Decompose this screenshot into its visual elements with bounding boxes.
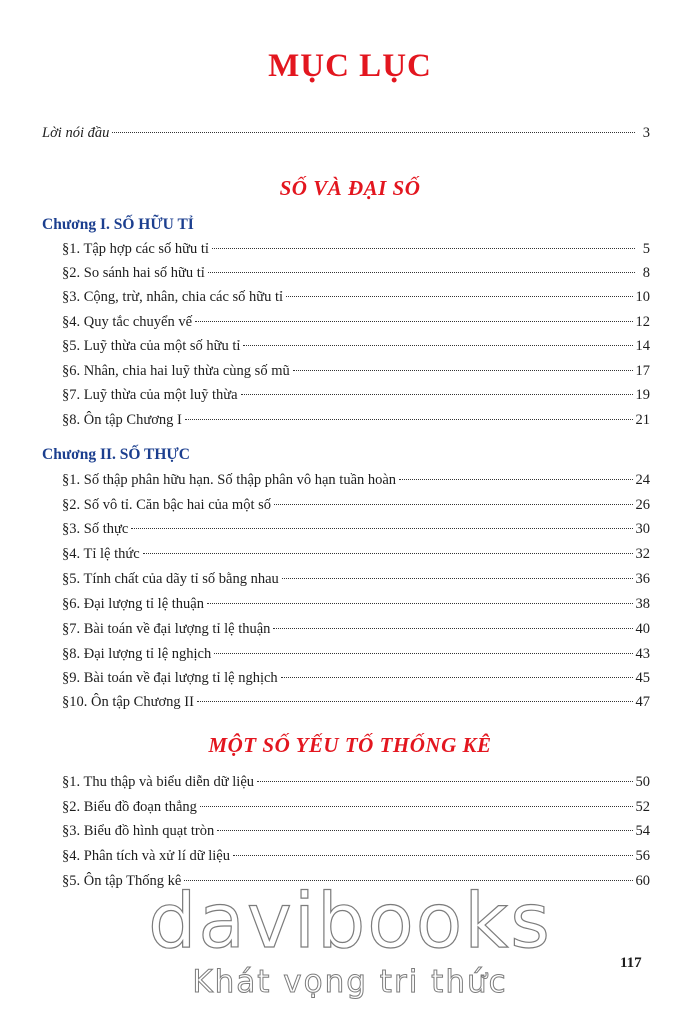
- toc-label: §3. Biểu đồ hình quạt tròn: [62, 823, 215, 839]
- toc-label: §3. Cộng, trừ, nhân, chia các số hữu tỉ: [62, 289, 284, 305]
- toc-row[interactable]: [62, 385, 650, 405]
- dot-leader: [281, 677, 633, 678]
- toc-label: §8. Đại lượng tỉ lệ nghịch: [62, 646, 212, 662]
- toc-row[interactable]: [62, 644, 650, 664]
- toc-label: Lời nói đầu: [42, 125, 110, 141]
- toc-page-number: 43: [635, 646, 650, 662]
- toc-page-number: 21: [635, 412, 650, 428]
- dot-leader: [293, 370, 633, 371]
- page-number: 117: [620, 955, 642, 971]
- toc-label: §10. Ôn tập Chương II: [62, 694, 194, 710]
- toc-label: §4. Quy tắc chuyển vế: [62, 314, 193, 330]
- toc-row[interactable]: [62, 668, 650, 688]
- toc-label: §2. Biểu đồ đoạn thẳng: [62, 799, 197, 815]
- toc-row[interactable]: [62, 772, 650, 792]
- toc-row[interactable]: [62, 594, 650, 614]
- toc-row[interactable]: [62, 263, 650, 283]
- dot-leader: [257, 781, 632, 782]
- toc-page-number: 60: [635, 873, 650, 889]
- toc-label: §5. Luỹ thừa của một số hữu tỉ: [62, 338, 241, 354]
- toc-label: §7. Bài toán về đại lượng tỉ lệ thuận: [62, 621, 271, 637]
- watermark-brand: davibooks: [148, 876, 552, 965]
- toc-row[interactable]: [62, 312, 650, 332]
- toc-label: §5. Ôn tập Thống kê: [62, 873, 182, 889]
- dot-leader: [286, 296, 632, 297]
- dot-leader: [185, 419, 633, 420]
- toc-row[interactable]: [62, 410, 650, 430]
- toc-page-number: 24: [635, 472, 650, 488]
- toc-page-number: 8: [642, 265, 650, 281]
- section-title-thong-ke: MỘT SỐ YẾU TỐ THỐNG KÊ: [208, 733, 492, 757]
- toc-label: §2. So sánh hai số hữu tỉ: [62, 265, 205, 281]
- dot-leader: [274, 504, 632, 505]
- dot-leader: [143, 553, 633, 554]
- toc-page-number: 10: [635, 289, 650, 305]
- dot-leader: [282, 578, 633, 579]
- dot-leader: [399, 479, 632, 480]
- toc-page-number: 38: [635, 596, 650, 612]
- toc-row[interactable]: [62, 619, 650, 639]
- toc-label: §8. Ôn tập Chương I: [62, 412, 182, 428]
- dot-leader: [214, 653, 632, 654]
- toc-page-number: 17: [635, 363, 650, 379]
- toc-row[interactable]: [62, 569, 650, 589]
- toc-row[interactable]: [62, 544, 650, 564]
- dot-leader: [273, 628, 632, 629]
- toc-label: §1. Số thập phân hữu hạn. Số thập phân vô hạn tuần hoàn: [62, 472, 397, 488]
- toc-row[interactable]: [62, 821, 650, 841]
- dot-leader: [233, 855, 633, 856]
- toc-label: §2. Số vô tỉ. Căn bậc hai của một số: [62, 497, 272, 513]
- toc-label: §1. Thu thập và biểu diễn dữ liệu: [62, 774, 255, 790]
- dot-leader: [195, 321, 632, 322]
- toc-page-number: 14: [635, 338, 650, 354]
- toc-page-number: 52: [635, 799, 650, 815]
- toc-page-number: 50: [635, 774, 650, 790]
- toc-row[interactable]: [62, 287, 650, 307]
- dot-leader: [200, 806, 633, 807]
- chapter-title-2: Chương II. SỐ THỰC: [42, 446, 190, 463]
- toc-page-number: 40: [635, 621, 650, 637]
- toc-label: §4. Phân tích và xử lí dữ liệu: [62, 848, 230, 864]
- dot-leader: [131, 528, 632, 529]
- toc-row-intro[interactable]: [42, 123, 650, 143]
- dot-leader: [208, 272, 635, 273]
- toc-row[interactable]: [62, 470, 650, 490]
- toc-row[interactable]: [62, 692, 650, 712]
- dot-leader: [241, 394, 633, 395]
- page-title: MỤC LỤC: [268, 48, 432, 84]
- toc-row[interactable]: [62, 239, 650, 259]
- toc-page-number: 26: [635, 497, 650, 513]
- toc-label: §6. Nhân, chia hai luỹ thừa cùng số mũ: [62, 363, 290, 379]
- section-title-so-va-dai-so: SỐ VÀ ĐẠI SỐ: [279, 176, 421, 200]
- toc-page-number: 47: [635, 694, 650, 710]
- toc-page-number: 3: [642, 125, 650, 141]
- watermark-slogan: Khát vọng tri thức: [192, 964, 508, 1000]
- toc-label: §9. Bài toán về đại lượng tỉ lệ nghịch: [62, 670, 278, 686]
- toc-page-number: 12: [635, 314, 650, 330]
- toc-row[interactable]: [62, 336, 650, 356]
- toc-label: §1. Tập hợp các số hữu tỉ: [62, 241, 209, 257]
- dot-leader: [217, 830, 632, 831]
- toc-row[interactable]: [62, 519, 650, 539]
- toc-page-number: 56: [635, 848, 650, 864]
- toc-row[interactable]: [62, 361, 650, 381]
- dot-leader: [212, 248, 635, 249]
- toc-row[interactable]: [62, 495, 650, 515]
- toc-row[interactable]: [62, 846, 650, 866]
- dot-leader: [243, 345, 632, 346]
- chapter-title-1: Chương I. SỐ HỮU TỈ: [42, 216, 194, 233]
- toc-page-number: 32: [635, 546, 650, 562]
- dot-leader: [207, 603, 633, 604]
- toc-label: §5. Tính chất của dãy tỉ số bằng nhau: [62, 571, 279, 587]
- toc-label: §6. Đại lượng tỉ lệ thuận: [62, 596, 204, 612]
- toc-page-number: 54: [635, 823, 650, 839]
- toc-row[interactable]: [62, 797, 650, 817]
- toc-page-number: 19: [635, 387, 650, 403]
- toc-label: §3. Số thực: [62, 521, 129, 537]
- toc-page-number: 36: [635, 571, 650, 587]
- toc-page-number: 30: [635, 521, 650, 537]
- toc-page-number: 45: [635, 670, 650, 686]
- toc-label: §4. Tỉ lệ thức: [62, 546, 140, 562]
- dot-leader: [197, 701, 633, 702]
- toc-label: §7. Luỹ thừa của một luỹ thừa: [62, 387, 238, 403]
- dot-leader: [112, 132, 635, 133]
- toc-page-number: 5: [642, 241, 650, 257]
